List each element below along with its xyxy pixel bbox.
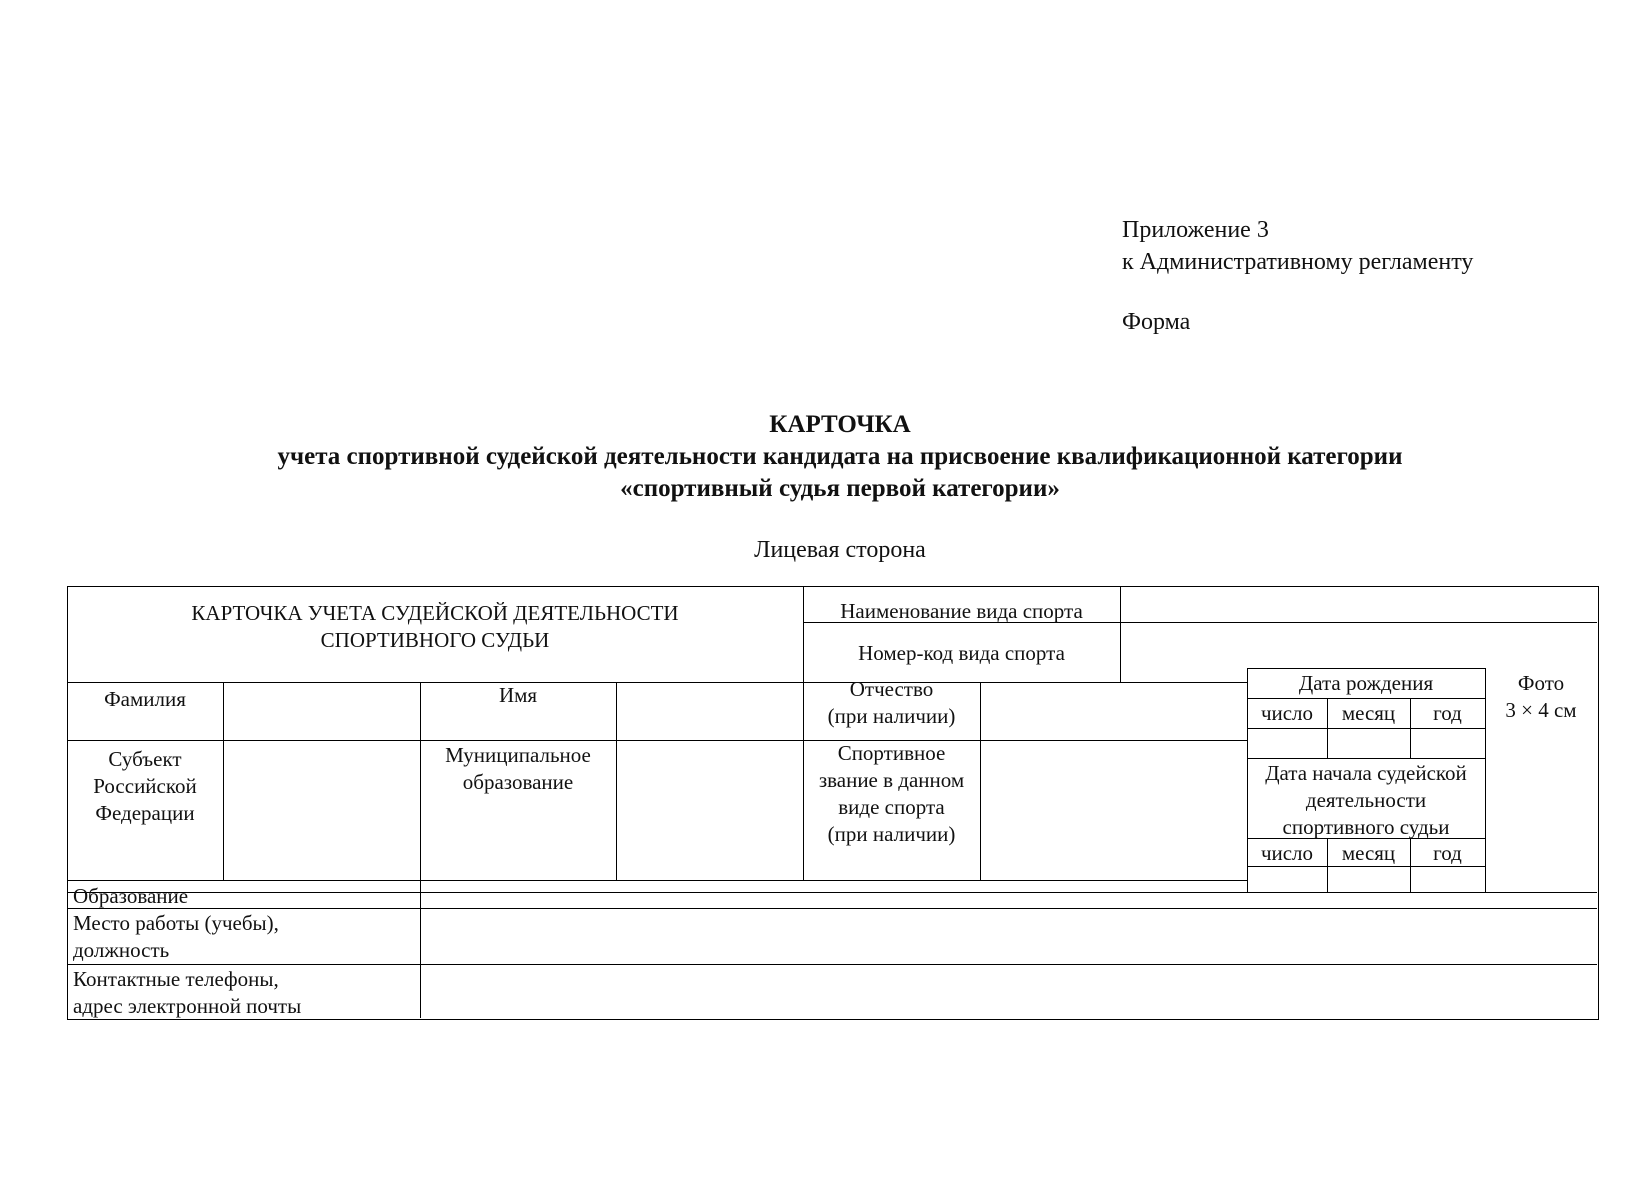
grid-line	[67, 740, 1247, 741]
grid-line	[67, 964, 1597, 965]
grid-line	[1247, 698, 1485, 699]
municipality-label: Муниципальное образование	[445, 743, 591, 794]
patronymic-label: Отчество (при наличии)	[827, 677, 956, 728]
surname-label: Фамилия	[104, 687, 186, 711]
grid-line	[1247, 728, 1485, 729]
grid-line	[1247, 668, 1485, 669]
sport-rank-field[interactable]	[981, 742, 1246, 879]
document-subtitle-category: «спортивный судья первой категории»	[620, 475, 1060, 502]
birth-day-field[interactable]	[1248, 730, 1326, 757]
side-label: Лицевая сторона	[754, 537, 926, 563]
form-label: Форма	[1122, 309, 1191, 335]
region-field[interactable]	[224, 742, 419, 879]
birth-month-label: месяц	[1341, 701, 1396, 725]
annex-reference	[1122, 214, 1473, 278]
birth-month-field[interactable]	[1328, 730, 1409, 757]
contacts-field[interactable]	[421, 966, 1596, 1017]
region-label: Субъект Российской Федерации	[93, 747, 197, 825]
grid-line	[1247, 758, 1485, 759]
birth-year-label: год	[1433, 701, 1462, 725]
patronymic-field[interactable]	[981, 684, 1246, 739]
contacts-label: Контактные телефоны, адрес электронной почты	[73, 967, 302, 1018]
municipality-field[interactable]	[617, 742, 802, 879]
birth-date-label: Дата рождения	[1298, 671, 1434, 695]
document-subtitle: учета спортивной судейской деятельности кандидата на присвоение квалификационной категории	[277, 443, 1403, 470]
workplace-field[interactable]	[421, 910, 1596, 963]
education-field[interactable]	[421, 894, 1596, 907]
name-field[interactable]	[617, 684, 802, 739]
sport-code-field[interactable]	[1120, 624, 1597, 668]
sport-name-label: Наименование вида спорта	[840, 599, 1083, 623]
start-month-label: месяц	[1341, 841, 1396, 865]
grid-line	[67, 682, 1247, 683]
photo-placeholder: Фото 3 × 4 см	[1505, 671, 1577, 722]
birth-year-field[interactable]	[1411, 730, 1484, 757]
grid-line	[67, 880, 1247, 881]
card-title: КАРТОЧКА УЧЕТА СУДЕЙСКОЙ ДЕЯТЕЛЬНОСТИ СПОРТИВНОГО СУДЬИ	[191, 601, 679, 652]
annex-line-2: к Административному регламенту	[1122, 249, 1474, 275]
annex-line-1: Приложение 3	[1122, 217, 1269, 243]
workplace-label: Место работы (учебы), должность	[73, 911, 279, 962]
start-year-label: год	[1433, 841, 1462, 865]
name-label: Имя	[498, 683, 538, 707]
sport-code-label: Номер-код вида спорта	[858, 641, 1065, 665]
start-day-label: число	[1260, 841, 1314, 865]
document-title: КАРТОЧКА	[769, 411, 911, 438]
start-day-field[interactable]	[1248, 868, 1326, 891]
judging-start-label: Дата начала судейской деятельности спортивного судьи	[1265, 761, 1467, 839]
surname-field[interactable]	[224, 684, 419, 739]
sport-rank-label: Спортивное звание в данном виде спорта (при наличии)	[818, 741, 965, 846]
birth-day-label: число	[1260, 701, 1314, 725]
start-month-field[interactable]	[1328, 868, 1409, 891]
start-year-field[interactable]	[1411, 868, 1484, 891]
sport-name-field[interactable]	[1120, 588, 1597, 622]
education-label: Образование	[73, 884, 189, 908]
